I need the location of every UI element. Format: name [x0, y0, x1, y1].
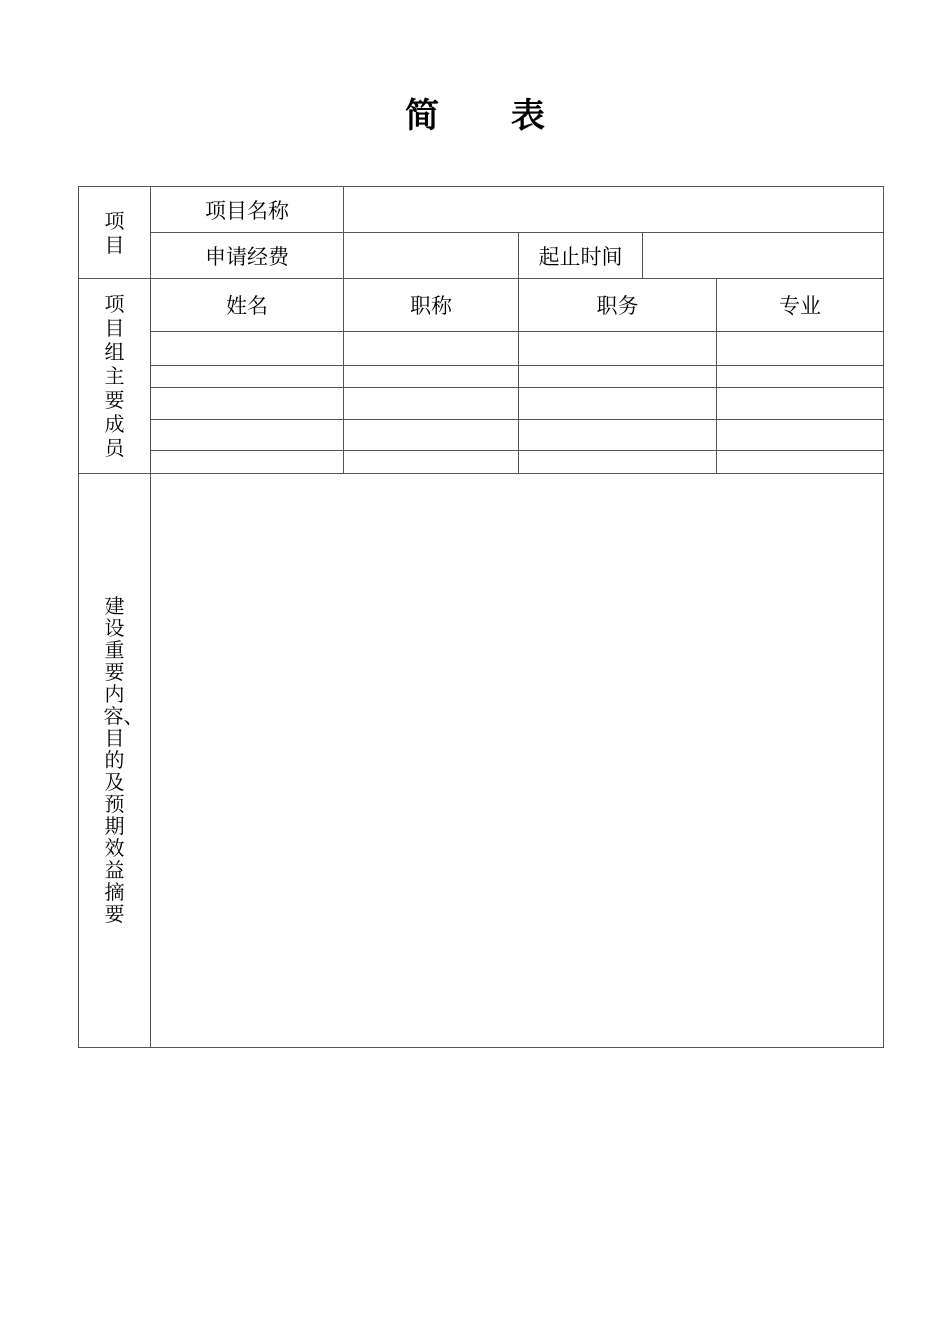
project-section-label-text: 项目 [104, 208, 125, 257]
members-section-label [79, 279, 151, 474]
member-position-cell[interactable] [519, 420, 717, 451]
summary-form-table [78, 186, 884, 1048]
summary-section-label-text: 建设重要内容、目的及预期效益摘要 [103, 594, 144, 926]
funding-label: 申请经费 [151, 233, 344, 279]
member-title-cell[interactable] [344, 420, 519, 451]
members-section-label-text: 项目组主要成员 [104, 292, 125, 460]
member-major-cell[interactable] [717, 388, 884, 420]
table-row [79, 388, 884, 420]
column-header-position: 职务 [519, 279, 717, 332]
summary-field[interactable] [151, 474, 884, 1048]
member-name-cell[interactable] [151, 366, 344, 388]
member-title-cell[interactable] [344, 451, 519, 474]
member-name-cell[interactable] [151, 420, 344, 451]
table-row [79, 366, 884, 388]
member-title-cell[interactable] [344, 332, 519, 366]
member-name-cell[interactable] [151, 451, 344, 474]
project-name-field[interactable] [344, 187, 884, 233]
table-row [79, 420, 884, 451]
member-name-cell[interactable] [151, 388, 344, 420]
project-name-label: 项目名称 [151, 187, 344, 233]
member-major-cell[interactable] [717, 332, 884, 366]
project-section-label [79, 187, 151, 279]
member-title-cell[interactable] [344, 388, 519, 420]
table-row [79, 451, 884, 474]
column-header-title: 职称 [344, 279, 519, 332]
member-position-cell[interactable] [519, 366, 717, 388]
member-title-cell[interactable] [344, 366, 519, 388]
member-position-cell[interactable] [519, 332, 717, 366]
member-major-cell[interactable] [717, 451, 884, 474]
member-position-cell[interactable] [519, 388, 717, 420]
table-row [79, 332, 884, 366]
column-header-major: 专业 [717, 279, 884, 332]
member-major-cell[interactable] [717, 366, 884, 388]
period-label: 起止时间 [519, 233, 643, 279]
member-position-cell[interactable] [519, 451, 717, 474]
member-name-cell[interactable] [151, 332, 344, 366]
column-header-name: 姓名 [151, 279, 344, 332]
member-major-cell[interactable] [717, 420, 884, 451]
summary-section-label [79, 474, 151, 1048]
page-title: 简 表 [405, 96, 575, 136]
period-field[interactable] [643, 233, 884, 279]
funding-field[interactable] [344, 233, 519, 279]
